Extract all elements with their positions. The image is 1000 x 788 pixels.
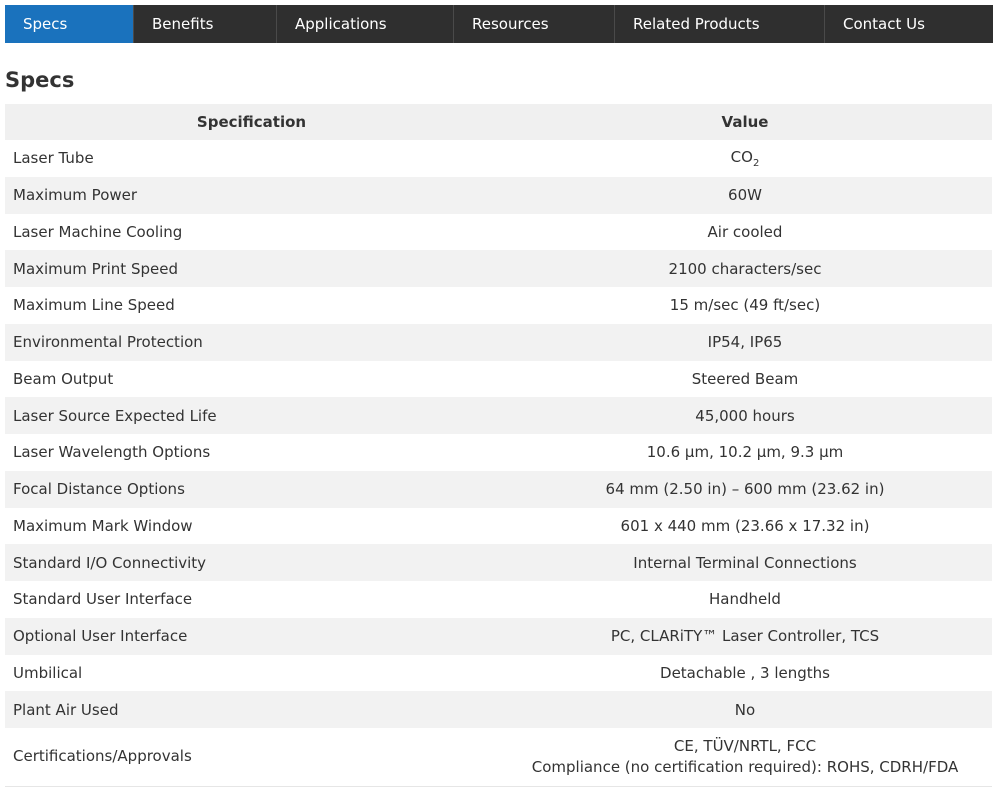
spec-value: 15 m/sec (49 ft/sec) xyxy=(669,296,821,315)
spec-value: CE, TÜV/NRTL, FCC Compliance (no certification required): ROHS, CDRH/FDA xyxy=(498,728,992,786)
spec-value: IP54, IP65 xyxy=(498,324,992,361)
spec-value: 2100 characters/sec xyxy=(498,250,992,287)
table-row xyxy=(5,544,992,581)
specs-table xyxy=(5,104,992,787)
table-row xyxy=(5,434,992,471)
spec-name: Laser Machine Cooling xyxy=(13,222,183,241)
table-row xyxy=(5,618,992,655)
spec-name: Environmental Protection xyxy=(5,324,498,361)
tab-specs[interactable]: Specs xyxy=(5,5,134,43)
spec-value: Detachable , 3 lengths xyxy=(660,663,830,682)
spec-name: Maximum Mark Window xyxy=(13,516,193,535)
spec-value: 64 mm (2.50 in) – 600 mm (23.62 in) xyxy=(498,471,992,508)
table-row xyxy=(5,250,992,287)
spec-value: Handheld xyxy=(709,590,781,609)
section-title: Specs xyxy=(5,68,75,92)
table-row xyxy=(5,214,992,251)
tab-benefits[interactable]: Benefits xyxy=(134,5,277,43)
spec-name: Maximum Power xyxy=(5,177,498,214)
spec-value: 60W xyxy=(498,177,992,214)
spec-value: Steered Beam xyxy=(691,369,799,388)
table-row xyxy=(5,471,992,508)
spec-value: No xyxy=(498,691,992,728)
spec-value: PC, CLARiTY™ Laser Controller, TCS xyxy=(498,618,992,655)
spec-value: 601 x 440 mm (23.66 x 17.32 in) xyxy=(620,516,870,535)
table-row xyxy=(5,177,992,214)
table-row xyxy=(5,581,992,618)
spec-value: 45,000 hours xyxy=(498,397,992,434)
table-row xyxy=(5,655,992,692)
spec-value: Internal Terminal Connections xyxy=(498,544,992,581)
tab-resources[interactable]: Resources xyxy=(454,5,615,43)
column-header-specification: Specification xyxy=(5,104,498,140)
spec-name: Maximum Line Speed xyxy=(13,296,175,315)
spec-value: 10.6 µm, 10.2 µm, 9.3 µm xyxy=(646,443,844,462)
tab-related-products[interactable]: Related Products xyxy=(615,5,825,43)
table-row xyxy=(5,361,992,398)
spec-name: Optional User Interface xyxy=(5,618,498,655)
table-row xyxy=(5,508,992,545)
table-row xyxy=(5,287,992,324)
column-header-value: Value xyxy=(498,104,992,140)
table-row xyxy=(5,397,992,434)
spec-name: Focal Distance Options xyxy=(5,471,498,508)
spec-name: Maximum Print Speed xyxy=(5,250,498,287)
spec-name: Beam Output xyxy=(13,369,114,388)
spec-value: $CO_2$ xyxy=(730,147,760,169)
table-row xyxy=(5,728,992,786)
spec-name: Standard User Interface xyxy=(13,590,193,609)
spec-name: Plant Air Used xyxy=(5,691,498,728)
spec-value: Air cooled xyxy=(707,222,783,241)
table-row xyxy=(5,140,992,177)
tab-bar xyxy=(5,5,993,43)
table-row xyxy=(5,324,992,361)
table-row xyxy=(5,691,992,728)
spec-name: Laser Tube xyxy=(13,149,94,168)
spec-name: Standard I/O Connectivity xyxy=(5,544,498,581)
spec-name: Certifications/Approvals xyxy=(5,728,498,786)
table-header-row xyxy=(5,104,992,140)
spec-name: Laser Wavelength Options xyxy=(13,443,211,462)
tab-contact-us[interactable]: Contact Us xyxy=(843,15,925,33)
spec-name: Laser Source Expected Life xyxy=(5,397,498,434)
spec-name: Umbilical xyxy=(13,663,83,682)
tab-applications[interactable]: Applications xyxy=(277,5,454,43)
